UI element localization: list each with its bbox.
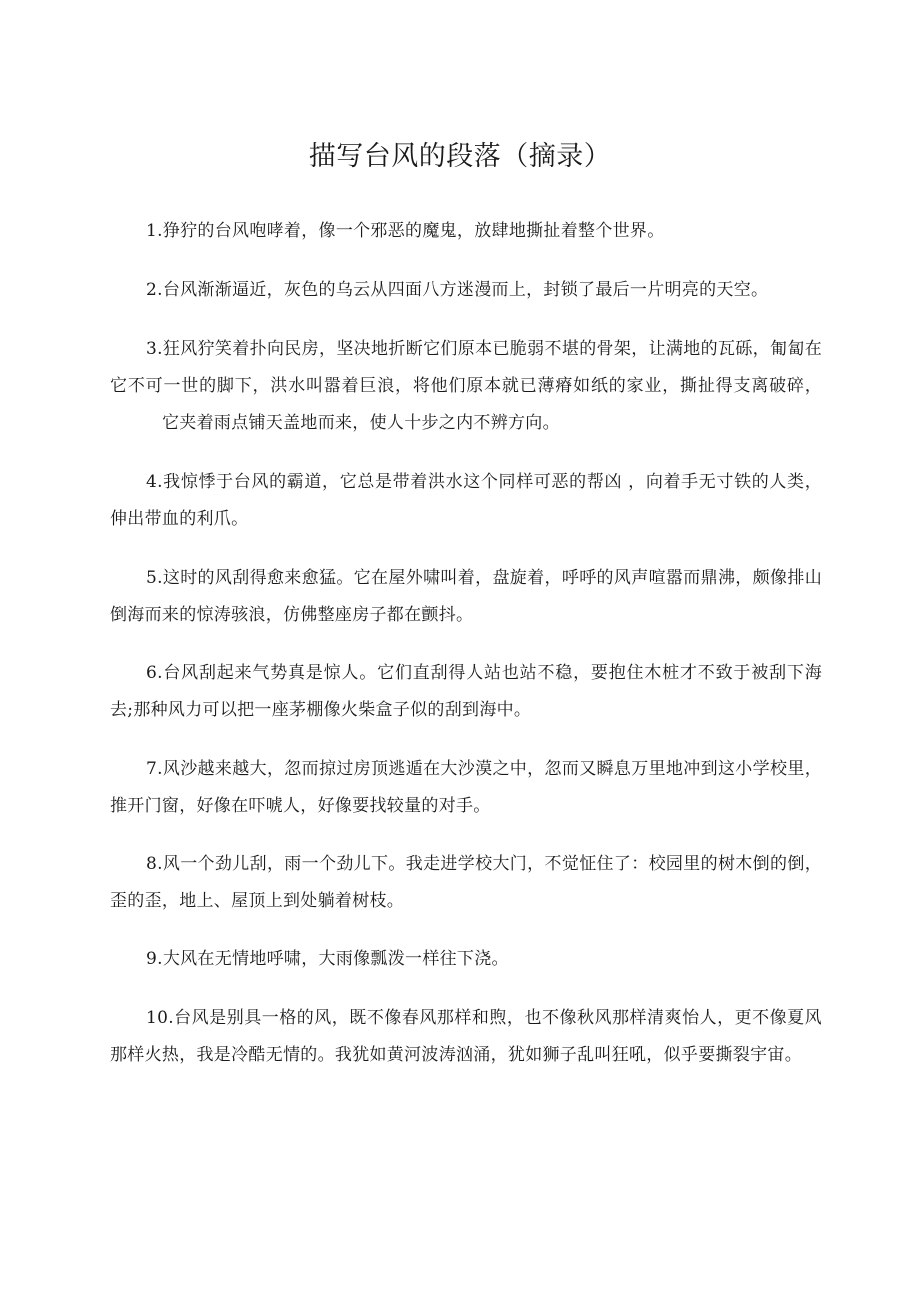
paragraph-9: 9.大风在无情地呼啸，大雨像瓢泼一样往下浇。 bbox=[146, 949, 509, 969]
paragraph-6: 6.台风刮起来气势真是惊人。它们直刮得人站也站不稳，要抱住木桩才不致于被刮下海去;那种风力可以把一座茅棚像火柴盒子似的刮到海中。 bbox=[110, 663, 822, 720]
paragraph-1: 1.狰狞的台风咆哮着，像一个邪恶的魔鬼，放肆地撕扯着整个世界。 bbox=[146, 221, 665, 241]
paragraph-3-main: 3.狂风狞笑着扑向民房，坚决地折断它们原本已脆弱不堪的骨架，让满地的瓦砾，匍匐在它不可一世的脚下，洪水叫嚣着巨浪，将他们原本就已薄瘠如纸的家业，撕扯得支离破碎， bbox=[110, 339, 822, 396]
paragraph-10: 10.台风是别具一格的风，既不像春风那样和煦，也不像秋风那样清爽怡人，更不像夏风那样火热，我是冷酷无情的。我犹如黄河波涛汹涌，犹如狮子乱叫狂吼，似乎要撕裂宇宙。 bbox=[110, 1008, 822, 1065]
page-title: 描写台风的段落（摘录） bbox=[308, 141, 612, 172]
paragraph-8: 8.风一个劲儿刮，雨一个劲儿下。我走进学校大门，不觉怔住了：校园里的树木倒的倒，歪的歪，地上、屋顶上到处躺着树枝。 bbox=[110, 854, 822, 911]
paragraph-3-tail: 它夹着雨点铺天盖地而来，使人十步之内不辨方向。 bbox=[162, 413, 560, 433]
paragraph-3 bbox=[110, 331, 822, 442]
paragraph-4: 4.我惊悸于台风的霸道，它总是带着洪水这个同样可恶的帮凶 ，向着手无寸铁的人类，伸出带血的利爪。 bbox=[110, 472, 822, 529]
paragraph-5: 5.这时的风刮得愈来愈猛。它在屋外啸叫着，盘旋着，呼呼的风声喧嚣而鼎沸，颇像排山倒海而来的惊涛骇浪，仿佛整座房子都在颤抖。 bbox=[110, 568, 822, 625]
paragraph-7: 7.风沙越来越大，忽而掠过房顶逃遁在大沙漠之中，忽而又瞬息万里地冲到这小学校里，推开门窗，好像在吓唬人，好像要找较量的对手。 bbox=[110, 759, 822, 816]
paragraph-2: 2.台风渐渐逼近，灰色的乌云从四面八方迷漫而上，封锁了最后一片明亮的天空。 bbox=[146, 280, 769, 300]
